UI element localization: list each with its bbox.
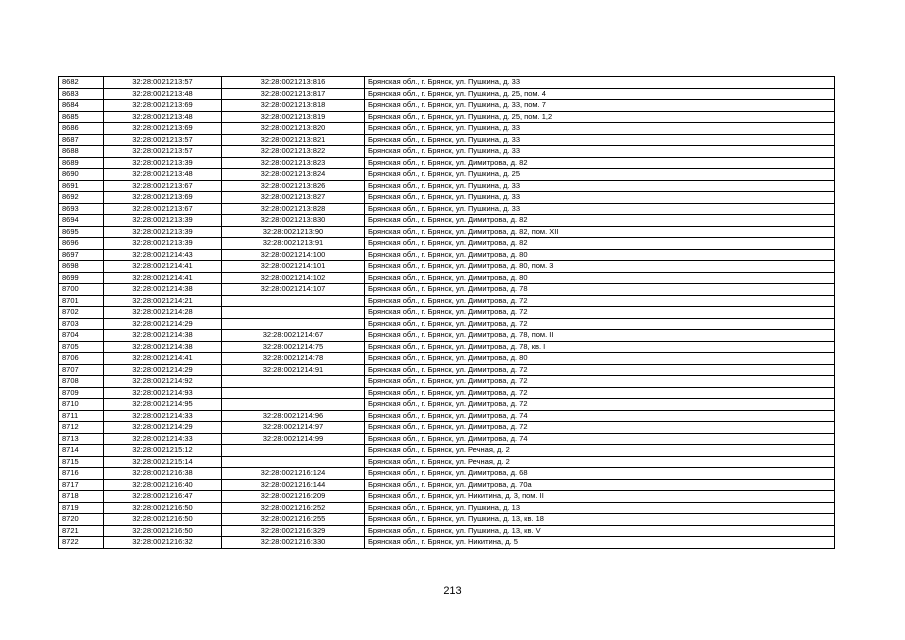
- row-number-cell: 8710: [59, 399, 104, 411]
- row-number-cell: 8702: [59, 307, 104, 319]
- cadastral-number-cell: 32:28:0021215:14: [104, 456, 222, 468]
- registry-table-body: [59, 77, 835, 549]
- address-cell: Брянская обл., г. Брянск, ул. Димитрова, д. 72: [365, 399, 835, 411]
- row-number-cell: 8701: [59, 295, 104, 307]
- cadastral-number-cell: 32:28:0021213:67: [104, 180, 222, 192]
- cadastral-registry-table: [58, 76, 835, 549]
- address-cell: Брянская обл., г. Брянск, ул. Пушкина, д. 13, кв. 18: [365, 514, 835, 526]
- table-row: [59, 364, 835, 376]
- row-number-cell: 8690: [59, 169, 104, 181]
- cadastral-number-cell: 32:28:0021216:50: [104, 525, 222, 537]
- row-number-cell: 8698: [59, 261, 104, 273]
- table-row: [59, 353, 835, 365]
- table-row: [59, 249, 835, 261]
- cadastral-number-cell: 32:28:0021214:33: [104, 410, 222, 422]
- row-number-cell: 8699: [59, 272, 104, 284]
- address-cell: Брянская обл., г. Брянск, ул. Речная, д. 2: [365, 456, 835, 468]
- row-number-cell: 8697: [59, 249, 104, 261]
- address-cell: Брянская обл., г. Брянск, ул. Пушкина, д. 13: [365, 502, 835, 514]
- object-cadastral-number-cell: 32:28:0021214:75: [222, 341, 365, 353]
- cadastral-number-cell: 32:28:0021216:40: [104, 479, 222, 491]
- row-number-cell: 8692: [59, 192, 104, 204]
- object-cadastral-number-cell: [222, 376, 365, 388]
- address-cell: Брянская обл., г. Брянск, ул. Пушкина, д. 25, пом. 4: [365, 88, 835, 100]
- object-cadastral-number-cell: 32:28:0021216:252: [222, 502, 365, 514]
- table-row: [59, 422, 835, 434]
- table-row: [59, 157, 835, 169]
- object-cadastral-number-cell: 32:28:0021214:78: [222, 353, 365, 365]
- cadastral-number-cell: 32:28:0021216:47: [104, 491, 222, 503]
- cadastral-number-cell: 32:28:0021213:69: [104, 192, 222, 204]
- cadastral-number-cell: 32:28:0021214:93: [104, 387, 222, 399]
- address-cell: Брянская обл., г. Брянск, ул. Димитрова, д. 72: [365, 364, 835, 376]
- cadastral-number-cell: 32:28:0021213:39: [104, 238, 222, 250]
- cadastral-number-cell: 32:28:0021214:38: [104, 284, 222, 296]
- object-cadastral-number-cell: 32:28:0021214:101: [222, 261, 365, 273]
- object-cadastral-number-cell: 32:28:0021216:255: [222, 514, 365, 526]
- object-cadastral-number-cell: 32:28:0021213:816: [222, 77, 365, 89]
- row-number-cell: 8712: [59, 422, 104, 434]
- object-cadastral-number-cell: 32:28:0021214:97: [222, 422, 365, 434]
- registry-sheet: [58, 76, 834, 549]
- object-cadastral-number-cell: 32:28:0021216:144: [222, 479, 365, 491]
- object-cadastral-number-cell: 32:28:0021216:329: [222, 525, 365, 537]
- address-cell: Брянская обл., г. Брянск, ул. Димитрова, д. 78, пом. II: [365, 330, 835, 342]
- cadastral-number-cell: 32:28:0021213:67: [104, 203, 222, 215]
- object-cadastral-number-cell: [222, 318, 365, 330]
- cadastral-number-cell: 32:28:0021216:32: [104, 537, 222, 549]
- table-row: [59, 261, 835, 273]
- address-cell: Брянская обл., г. Брянск, ул. Димитрова, д. 72: [365, 318, 835, 330]
- address-cell: Брянская обл., г. Брянск, ул. Димитрова, д. 72: [365, 387, 835, 399]
- address-cell: Брянская обл., г. Брянск, ул. Димитрова, д. 80, пом. 3: [365, 261, 835, 273]
- table-row: [59, 295, 835, 307]
- address-cell: Брянская обл., г. Брянск, ул. Димитрова, д. 72: [365, 307, 835, 319]
- address-cell: Брянская обл., г. Брянск, ул. Димитрова, д. 70а: [365, 479, 835, 491]
- row-number-cell: 8704: [59, 330, 104, 342]
- address-cell: Брянская обл., г. Брянск, ул. Димитрова, д. 80: [365, 272, 835, 284]
- row-number-cell: 8720: [59, 514, 104, 526]
- table-row: [59, 215, 835, 227]
- object-cadastral-number-cell: 32:28:0021213:828: [222, 203, 365, 215]
- row-number-cell: 8703: [59, 318, 104, 330]
- table-row: [59, 410, 835, 422]
- table-row: [59, 203, 835, 215]
- address-cell: Брянская обл., г. Брянск, ул. Димитрова, д. 82: [365, 238, 835, 250]
- row-number-cell: 8722: [59, 537, 104, 549]
- cadastral-number-cell: 32:28:0021214:95: [104, 399, 222, 411]
- table-row: [59, 226, 835, 238]
- cadastral-number-cell: 32:28:0021213:39: [104, 226, 222, 238]
- address-cell: Брянская обл., г. Брянск, ул. Димитрова, д. 80: [365, 249, 835, 261]
- cadastral-number-cell: 32:28:0021214:29: [104, 422, 222, 434]
- row-number-cell: 8706: [59, 353, 104, 365]
- cadastral-number-cell: 32:28:0021213:48: [104, 111, 222, 123]
- address-cell: Брянская обл., г. Брянск, ул. Пушкина, д. 33: [365, 192, 835, 204]
- object-cadastral-number-cell: 32:28:0021213:826: [222, 180, 365, 192]
- object-cadastral-number-cell: 32:28:0021213:820: [222, 123, 365, 135]
- table-row: [59, 180, 835, 192]
- object-cadastral-number-cell: 32:28:0021213:823: [222, 157, 365, 169]
- cadastral-number-cell: 32:28:0021214:33: [104, 433, 222, 445]
- cadastral-number-cell: 32:28:0021215:12: [104, 445, 222, 457]
- row-number-cell: 8700: [59, 284, 104, 296]
- table-row: [59, 456, 835, 468]
- row-number-cell: 8686: [59, 123, 104, 135]
- address-cell: Брянская обл., г. Брянск, ул. Димитрова, д. 74: [365, 410, 835, 422]
- row-number-cell: 8709: [59, 387, 104, 399]
- address-cell: Брянская обл., г. Брянск, ул. Димитрова, д. 78, кв. I: [365, 341, 835, 353]
- address-cell: Брянская обл., г. Брянск, ул. Пушкина, д. 33: [365, 77, 835, 89]
- cadastral-number-cell: 32:28:0021216:38: [104, 468, 222, 480]
- object-cadastral-number-cell: 32:28:0021213:91: [222, 238, 365, 250]
- row-number-cell: 8717: [59, 479, 104, 491]
- table-row: [59, 491, 835, 503]
- row-number-cell: 8718: [59, 491, 104, 503]
- row-number-cell: 8711: [59, 410, 104, 422]
- object-cadastral-number-cell: 32:28:0021214:99: [222, 433, 365, 445]
- cadastral-number-cell: 32:28:0021213:69: [104, 123, 222, 135]
- address-cell: Брянская обл., г. Брянск, ул. Димитрова, д. 80: [365, 353, 835, 365]
- table-row: [59, 387, 835, 399]
- address-cell: Брянская обл., г. Брянск, ул. Пушкина, д. 33: [365, 134, 835, 146]
- address-cell: Брянская обл., г. Брянск, ул. Пушкина, д. 33: [365, 180, 835, 192]
- table-row: [59, 123, 835, 135]
- object-cadastral-number-cell: 32:28:0021213:830: [222, 215, 365, 227]
- address-cell: Брянская обл., г. Брянск, ул. Пушкина, д. 25, пом. 1,2: [365, 111, 835, 123]
- object-cadastral-number-cell: 32:28:0021214:100: [222, 249, 365, 261]
- cadastral-number-cell: 32:28:0021216:50: [104, 514, 222, 526]
- table-row: [59, 77, 835, 89]
- row-number-cell: 8688: [59, 146, 104, 158]
- object-cadastral-number-cell: [222, 307, 365, 319]
- row-number-cell: 8716: [59, 468, 104, 480]
- object-cadastral-number-cell: 32:28:0021213:819: [222, 111, 365, 123]
- table-row: [59, 525, 835, 537]
- table-row: [59, 445, 835, 457]
- address-cell: Брянская обл., г. Брянск, ул. Пушкина, д. 13, кв. V: [365, 525, 835, 537]
- cadastral-number-cell: 32:28:0021214:41: [104, 353, 222, 365]
- row-number-cell: 8714: [59, 445, 104, 457]
- row-number-cell: 8689: [59, 157, 104, 169]
- cadastral-number-cell: 32:28:0021213:39: [104, 157, 222, 169]
- object-cadastral-number-cell: 32:28:0021214:67: [222, 330, 365, 342]
- row-number-cell: 8691: [59, 180, 104, 192]
- table-row: [59, 134, 835, 146]
- row-number-cell: 8682: [59, 77, 104, 89]
- object-cadastral-number-cell: [222, 387, 365, 399]
- table-row: [59, 111, 835, 123]
- table-row: [59, 537, 835, 549]
- address-cell: Брянская обл., г. Брянск, ул. Речная, д. 2: [365, 445, 835, 457]
- address-cell: Брянская обл., г. Брянск, ул. Димитрова, д. 78: [365, 284, 835, 296]
- object-cadastral-number-cell: 32:28:0021213:817: [222, 88, 365, 100]
- address-cell: Брянская обл., г. Брянск, ул. Димитрова, д. 82: [365, 215, 835, 227]
- object-cadastral-number-cell: 32:28:0021213:821: [222, 134, 365, 146]
- table-row: [59, 433, 835, 445]
- cadastral-number-cell: 32:28:0021214:43: [104, 249, 222, 261]
- table-row: [59, 88, 835, 100]
- address-cell: Брянская обл., г. Брянск, ул. Димитрова, д. 74: [365, 433, 835, 445]
- cadastral-number-cell: 32:28:0021214:41: [104, 261, 222, 273]
- table-row: [59, 146, 835, 158]
- address-cell: Брянская обл., г. Брянск, ул. Пушкина, д. 33, пом. 7: [365, 100, 835, 112]
- cadastral-number-cell: 32:28:0021213:57: [104, 77, 222, 89]
- table-row: [59, 192, 835, 204]
- address-cell: Брянская обл., г. Брянск, ул. Пушкина, д. 33: [365, 123, 835, 135]
- table-row: [59, 272, 835, 284]
- row-number-cell: 8683: [59, 88, 104, 100]
- object-cadastral-number-cell: [222, 399, 365, 411]
- address-cell: Брянская обл., г. Брянск, ул. Димитрова, д. 72: [365, 422, 835, 434]
- object-cadastral-number-cell: 32:28:0021214:102: [222, 272, 365, 284]
- cadastral-number-cell: 32:28:0021213:48: [104, 88, 222, 100]
- cadastral-number-cell: 32:28:0021214:28: [104, 307, 222, 319]
- address-cell: Брянская обл., г. Брянск, ул. Димитрова, д. 72: [365, 376, 835, 388]
- object-cadastral-number-cell: 32:28:0021216:124: [222, 468, 365, 480]
- table-row: [59, 318, 835, 330]
- table-row: [59, 307, 835, 319]
- cadastral-number-cell: 32:28:0021213:57: [104, 134, 222, 146]
- object-cadastral-number-cell: 32:28:0021213:90: [222, 226, 365, 238]
- object-cadastral-number-cell: 32:28:0021216:209: [222, 491, 365, 503]
- object-cadastral-number-cell: 32:28:0021213:827: [222, 192, 365, 204]
- table-row: [59, 514, 835, 526]
- table-row: [59, 330, 835, 342]
- cadastral-number-cell: 32:28:0021213:69: [104, 100, 222, 112]
- address-cell: Брянская обл., г. Брянск, ул. Пушкина, д. 25: [365, 169, 835, 181]
- row-number-cell: 8713: [59, 433, 104, 445]
- row-number-cell: 8696: [59, 238, 104, 250]
- cadastral-number-cell: 32:28:0021214:38: [104, 341, 222, 353]
- address-cell: Брянская обл., г. Брянск, ул. Пушкина, д. 33: [365, 203, 835, 215]
- row-number-cell: 8684: [59, 100, 104, 112]
- object-cadastral-number-cell: 32:28:0021214:91: [222, 364, 365, 376]
- cadastral-number-cell: 32:28:0021214:29: [104, 364, 222, 376]
- cadastral-number-cell: 32:28:0021214:21: [104, 295, 222, 307]
- object-cadastral-number-cell: 32:28:0021214:96: [222, 410, 365, 422]
- table-row: [59, 502, 835, 514]
- row-number-cell: 8708: [59, 376, 104, 388]
- address-cell: Брянская обл., г. Брянск, ул. Димитрова, д. 72: [365, 295, 835, 307]
- object-cadastral-number-cell: 32:28:0021213:824: [222, 169, 365, 181]
- object-cadastral-number-cell: [222, 445, 365, 457]
- row-number-cell: 8715: [59, 456, 104, 468]
- cadastral-number-cell: 32:28:0021213:57: [104, 146, 222, 158]
- row-number-cell: 8685: [59, 111, 104, 123]
- address-cell: Брянская обл., г. Брянск, ул. Никитина, д. 3, пом. II: [365, 491, 835, 503]
- address-cell: Брянская обл., г. Брянск, ул. Димитрова, д. 82: [365, 157, 835, 169]
- object-cadastral-number-cell: [222, 295, 365, 307]
- object-cadastral-number-cell: 32:28:0021216:330: [222, 537, 365, 549]
- object-cadastral-number-cell: 32:28:0021213:818: [222, 100, 365, 112]
- row-number-cell: 8695: [59, 226, 104, 238]
- row-number-cell: 8687: [59, 134, 104, 146]
- table-row: [59, 479, 835, 491]
- table-row: [59, 284, 835, 296]
- table-row: [59, 399, 835, 411]
- table-row: [59, 341, 835, 353]
- cadastral-number-cell: 32:28:0021216:50: [104, 502, 222, 514]
- table-row: [59, 468, 835, 480]
- row-number-cell: 8719: [59, 502, 104, 514]
- address-cell: Брянская обл., г. Брянск, ул. Димитрова, д. 82, пом. XII: [365, 226, 835, 238]
- row-number-cell: 8694: [59, 215, 104, 227]
- object-cadastral-number-cell: 32:28:0021213:822: [222, 146, 365, 158]
- cadastral-number-cell: 32:28:0021214:29: [104, 318, 222, 330]
- cadastral-number-cell: 32:28:0021214:38: [104, 330, 222, 342]
- table-row: [59, 169, 835, 181]
- table-row: [59, 238, 835, 250]
- address-cell: Брянская обл., г. Брянск, ул. Димитрова, д. 68: [365, 468, 835, 480]
- cadastral-number-cell: 32:28:0021214:92: [104, 376, 222, 388]
- table-row: [59, 376, 835, 388]
- address-cell: Брянская обл., г. Брянск, ул. Никитина, д. 5: [365, 537, 835, 549]
- object-cadastral-number-cell: 32:28:0021214:107: [222, 284, 365, 296]
- row-number-cell: 8693: [59, 203, 104, 215]
- row-number-cell: 8721: [59, 525, 104, 537]
- page-number: 213: [443, 585, 462, 597]
- address-cell: Брянская обл., г. Брянск, ул. Пушкина, д. 33: [365, 146, 835, 158]
- row-number-cell: 8705: [59, 341, 104, 353]
- row-number-cell: 8707: [59, 364, 104, 376]
- object-cadastral-number-cell: [222, 456, 365, 468]
- cadastral-number-cell: 32:28:0021214:41: [104, 272, 222, 284]
- cadastral-number-cell: 32:28:0021213:39: [104, 215, 222, 227]
- cadastral-number-cell: 32:28:0021213:48: [104, 169, 222, 181]
- table-row: [59, 100, 835, 112]
